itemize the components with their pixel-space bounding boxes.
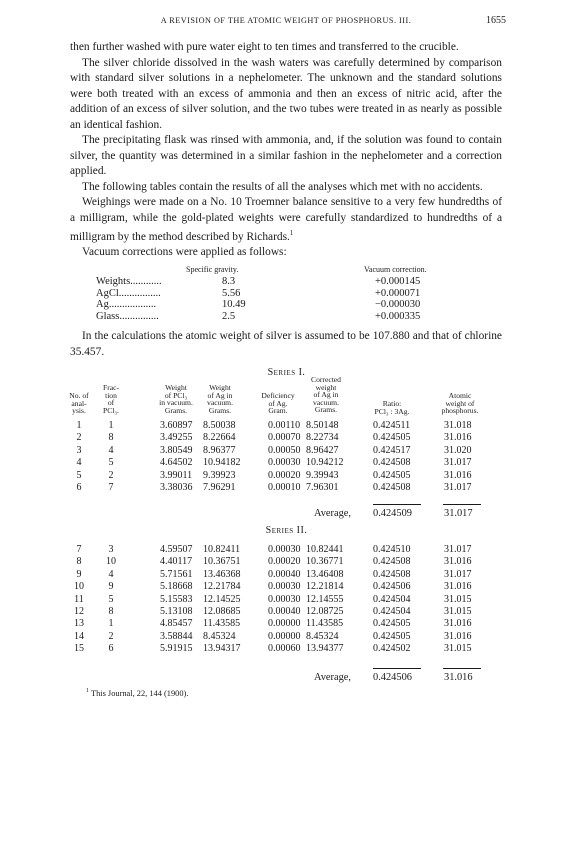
- header-line: vacuum.: [207, 398, 233, 408]
- weight-ag: 11.43585: [203, 618, 241, 630]
- weight-ag: 7.96291: [203, 481, 236, 493]
- atomic-sum-rule: [443, 504, 481, 505]
- table-row: [70, 432, 502, 444]
- header-line: Atomic: [448, 391, 472, 400]
- body-text: [70, 40, 502, 261]
- header-line: of Ag in: [313, 390, 339, 400]
- table-row: [70, 482, 502, 494]
- header-line: vacuum.: [313, 397, 339, 407]
- substance-label: AgCl: [96, 287, 119, 299]
- analysis-number: 9: [76, 568, 82, 580]
- deficiency-ag: 0.00000: [268, 630, 301, 642]
- corrected-weight-ag: 8.50148: [306, 420, 339, 431]
- substance-name: [96, 288, 161, 299]
- ratio-value: 0.424505: [373, 469, 411, 481]
- table-row: [70, 606, 502, 618]
- header-line: of Ag.: [268, 398, 288, 408]
- corrected-weight-ag: 13.94377: [306, 643, 344, 655]
- atomic-weight: 31.016: [444, 432, 472, 444]
- deficiency-ag: 0.00040: [268, 605, 301, 617]
- fraction-number: 4: [108, 444, 114, 456]
- average-atomic-weight: 31.016: [444, 672, 473, 683]
- col-header-fraction: [96, 384, 126, 414]
- fraction-number: 8: [108, 605, 114, 617]
- corrected-weight-ag: 12.08725: [306, 605, 344, 617]
- atomic-weight: 31.016: [444, 581, 472, 593]
- page-number: 1655: [486, 15, 506, 26]
- fraction-number: 3: [108, 544, 114, 555]
- paragraph: [70, 195, 502, 245]
- ratio-sum-rule: [373, 668, 421, 669]
- ratio-value: 0.424517: [373, 444, 411, 456]
- footnote-text: This Journal, 22, 144 (1900).: [90, 688, 189, 698]
- atomic-weight: 31.017: [444, 568, 472, 580]
- table-row: [70, 643, 502, 655]
- vacuum-correction: +0.000335: [375, 310, 421, 322]
- header-line: of Ag in: [207, 390, 233, 400]
- vacuum-row: [96, 311, 496, 323]
- series-1-title: Series I.: [267, 367, 306, 378]
- footnote-reference: 1: [289, 230, 294, 237]
- weight-ag: 12.14525: [203, 593, 241, 605]
- fraction-number: 7: [108, 481, 114, 493]
- paragraph: then further washed with pure water eight to ten times and transferred to the crucible.: [70, 41, 459, 53]
- corrected-weight-ag: 8.45324: [306, 630, 339, 642]
- weight-ag: 12.08685: [203, 605, 241, 617]
- weight-pcl3: 5.15583: [160, 593, 193, 605]
- deficiency-ag: 0.00020: [268, 556, 301, 568]
- series-2-title: Series II.: [265, 525, 308, 536]
- atomic-weight: 31.017: [444, 481, 472, 493]
- fraction-number: 2: [108, 469, 114, 481]
- ratio-value: 0.424505: [373, 432, 411, 444]
- analysis-number: 1: [76, 420, 82, 431]
- ratio-value: 0.424506: [373, 581, 411, 593]
- weight-ag: 13.46368: [203, 568, 241, 580]
- header-line: Ratio:: [382, 399, 402, 408]
- fraction-number: 6: [108, 643, 114, 655]
- analysis-number: 4: [76, 457, 82, 469]
- analysis-number: 14: [74, 630, 84, 642]
- table-row: [70, 594, 502, 606]
- analysis-number: 8: [76, 556, 82, 568]
- weight-ag: 13.94317: [203, 643, 241, 655]
- header-line: PCl₃ : 3Ag.: [374, 406, 410, 416]
- weight-pcl3: 3.99011: [160, 469, 193, 481]
- col-header-ratio: [366, 400, 418, 415]
- header-line: tion: [105, 390, 117, 400]
- fraction-number: 10: [106, 556, 116, 568]
- header-line: Grams.: [208, 405, 232, 415]
- specific-gravity: 8.3: [222, 276, 236, 287]
- deficiency-ag: 0.00040: [268, 568, 301, 580]
- weight-ag: 8.22664: [203, 432, 236, 444]
- substance-name: [96, 276, 162, 287]
- corrected-weight-ag: 10.94212: [306, 457, 344, 469]
- deficiency-ag: 0.00020: [268, 469, 301, 481]
- table-row: [70, 544, 502, 556]
- paragraph: In the calculations the atomic weight of silver is assumed to be 107.880 and that of chlorine 35.457.: [70, 330, 502, 358]
- series-2-average: [70, 672, 502, 685]
- deficiency-ag: 0.00110: [268, 420, 301, 431]
- average-label: Average,: [314, 672, 352, 683]
- fraction-number: 1: [108, 618, 114, 630]
- weight-pcl3: 5.91915: [160, 643, 193, 655]
- weight-ag: 8.96377: [203, 444, 236, 456]
- weight-ag: 10.94182: [203, 457, 241, 469]
- substance-name: [96, 299, 156, 310]
- vacuum-correction-header: Vacuum correction.: [364, 265, 427, 274]
- fraction-number: 2: [108, 630, 114, 642]
- running-title: A REVISION OF THE ATOMIC WEIGHT OF PHOSPHORUS. III.: [160, 16, 412, 25]
- fraction-number: 8: [108, 432, 114, 444]
- col-header-weight-pcl3: [152, 384, 200, 414]
- header-line: weight: [315, 382, 337, 392]
- ratio-value: 0.424508: [373, 568, 411, 580]
- weight-pcl3: 4.64502: [160, 457, 193, 469]
- header-line: No. of: [69, 391, 89, 400]
- weight-ag: 9.39923: [203, 469, 236, 481]
- vacuum-table-header: [96, 265, 496, 276]
- atomic-weight: 31.017: [444, 544, 472, 555]
- col-header-weight-ag: [198, 384, 242, 414]
- analysis-number: 12: [74, 605, 84, 617]
- table-row: [70, 618, 502, 630]
- ratio-value: 0.424508: [373, 481, 411, 493]
- weight-pcl3: 3.60897: [160, 420, 193, 431]
- paragraph: The silver chloride dissolved in the wash waters was carefully determined by comparison with standard silver solutions in a nephelometer. The unknown and the standard solutions were both treated with an excess of ammonia and then an excess of nitric acid, after the addition of an excess of silver solution, and the two tubes were treated in as nearly as possible an identical fashion.: [70, 56, 502, 131]
- vacuum-row: [96, 299, 496, 311]
- analysis-number: 11: [74, 593, 84, 605]
- deficiency-ag: 0.00030: [268, 544, 301, 555]
- weight-pcl3: 4.59507: [160, 544, 193, 555]
- corrected-weight-ag: 9.39943: [306, 469, 339, 481]
- header-line: Grams.: [164, 405, 188, 415]
- deficiency-ag: 0.00030: [268, 581, 301, 593]
- analysis-number: 2: [76, 432, 82, 444]
- col-header-corrected-weight: [302, 376, 350, 414]
- table-row: [70, 445, 502, 457]
- corrected-weight-ag: 12.21814: [306, 581, 344, 593]
- silver-paragraph-block: [70, 329, 502, 360]
- atomic-weight: 31.020: [444, 444, 472, 456]
- vacuum-correction: +0.000145: [375, 276, 421, 287]
- header-line: of: [107, 398, 115, 408]
- running-header: [70, 15, 506, 26]
- weight-ag: 8.50038: [203, 420, 236, 431]
- header-line: anal-: [71, 398, 87, 408]
- col-header-deficiency: [254, 392, 302, 415]
- atomic-weight: 31.016: [444, 469, 472, 481]
- header-line: PCl₃.: [103, 405, 119, 415]
- atomic-weight: 31.016: [444, 630, 472, 642]
- corrected-weight-ag: 11.43585: [306, 618, 344, 630]
- paragraph: The precipitating flask was rinsed with ammonia, and, if the solution was found to contain silver, the quantity was determined in a similar fashion in the nephelometer and a correction applied.: [70, 134, 502, 177]
- weight-ag: 10.82411: [203, 544, 241, 555]
- header-line: Weight: [209, 383, 231, 392]
- column-headers: [69, 375, 502, 420]
- table-row: [70, 631, 502, 643]
- weight-ag: 8.45324: [203, 630, 236, 642]
- series-1-average: [70, 508, 502, 521]
- ratio-sum-rule: [373, 504, 421, 505]
- col-header-analysis-no: [66, 392, 92, 415]
- specific-gravity-header: Specific gravity.: [186, 265, 239, 274]
- corrected-weight-ag: 10.36771: [306, 556, 344, 568]
- analysis-number: 3: [76, 444, 82, 456]
- ratio-value: 0.424508: [373, 457, 411, 469]
- header-line: phosphorus.: [441, 406, 479, 416]
- average-label: Average,: [314, 508, 352, 519]
- atomic-weight: 31.015: [444, 593, 472, 605]
- header-line: weight of: [445, 398, 475, 408]
- fraction-number: 5: [108, 457, 114, 469]
- weight-pcl3: 4.85457: [160, 618, 193, 630]
- table-row: [70, 581, 502, 593]
- deficiency-ag: 0.00070: [268, 432, 301, 444]
- fraction-number: 4: [108, 568, 114, 580]
- vacuum-correction-table: [96, 265, 496, 322]
- table-row: [70, 470, 502, 482]
- header-line: Deficiency: [261, 391, 295, 400]
- header-line: of PCl₃: [164, 390, 188, 400]
- average-atomic-weight: 31.017: [444, 508, 473, 519]
- deficiency-ag: 0.00050: [268, 444, 301, 456]
- leader-dots: ................: [118, 287, 161, 299]
- fraction-number: 1: [108, 420, 114, 431]
- header-line: in vacuum.: [159, 398, 193, 408]
- table-row: [70, 420, 502, 432]
- vacuum-correction: +0.000071: [375, 287, 421, 299]
- ratio-value: 0.424504: [373, 593, 411, 605]
- average-ratio: 0.424506: [373, 672, 412, 683]
- paragraph: Vacuum corrections were applied as follows:: [82, 246, 287, 259]
- weight-ag: 12.21784: [203, 581, 241, 593]
- weight-pcl3: 3.38036: [160, 481, 193, 493]
- corrected-weight-ag: 12.14555: [306, 593, 344, 605]
- corrected-weight-ag: 7.96301: [306, 481, 339, 493]
- col-header-atomic-weight: [436, 392, 484, 415]
- leader-dots: ...............: [119, 310, 159, 322]
- vacuum-row: [96, 288, 496, 300]
- fraction-number: 9: [108, 581, 114, 593]
- series-2-table: [70, 544, 502, 656]
- specific-gravity: 5.56: [222, 287, 241, 299]
- header-line: Corrected: [311, 375, 341, 384]
- deficiency-ag: 0.00030: [268, 457, 301, 469]
- ratio-value: 0.424510: [373, 544, 411, 555]
- table-row: [70, 569, 502, 581]
- paragraph: The following tables contain the results of all the analyses which met with no accidents.: [82, 180, 483, 193]
- specific-gravity: 10.49: [222, 299, 246, 311]
- atomic-weight: 31.016: [444, 556, 472, 568]
- ratio-value: 0.424502: [373, 643, 411, 655]
- substance-label: Glass: [96, 310, 120, 322]
- ratio-value: 0.424508: [373, 556, 411, 568]
- corrected-weight-ag: 8.22734: [306, 432, 339, 444]
- weight-pcl3: 4.40117: [160, 556, 193, 568]
- vacuum-row: [96, 276, 496, 288]
- substance-name: [96, 311, 159, 322]
- weight-ag: 10.36751: [203, 556, 241, 568]
- ratio-value: 0.424511: [373, 420, 411, 431]
- deficiency-ag: 0.00060: [268, 643, 301, 655]
- atomic-weight: 31.015: [444, 605, 472, 617]
- header-line: Frac-: [102, 383, 120, 392]
- corrected-weight-ag: 8.96427: [306, 444, 339, 456]
- series-1-table: [70, 420, 502, 494]
- weight-pcl3: 3.49255: [160, 432, 193, 444]
- table-row: [70, 556, 502, 568]
- weight-pcl3: 3.80549: [160, 444, 193, 456]
- weight-pcl3: 5.13108: [160, 605, 193, 617]
- footnote-mark: 1: [86, 688, 89, 694]
- vacuum-table-rows: [96, 276, 496, 322]
- paragraph-text: Weighings were made on a No. 10 Troemner balance sensitive to a very few hundredths of a milligram, while the gold-plated weights were carefully standardized to hundredths of a milligram by the method described by Richards.: [70, 196, 502, 243]
- analysis-number: 6: [76, 481, 82, 493]
- analysis-number: 5: [76, 469, 82, 481]
- header-line: Grams.: [314, 405, 338, 415]
- header-line: Weight: [165, 383, 187, 392]
- table-row: [70, 457, 502, 469]
- weight-pcl3: 3.58844: [160, 630, 193, 642]
- average-ratio: 0.424509: [373, 508, 412, 519]
- ratio-value: 0.424505: [373, 618, 411, 630]
- analysis-number: 10: [74, 581, 84, 593]
- fraction-number: 5: [108, 593, 114, 605]
- substance-label: Ag: [96, 299, 109, 311]
- deficiency-ag: 0.00000: [268, 618, 301, 630]
- analysis-number: 7: [76, 544, 82, 555]
- substance-label: Weights: [96, 276, 131, 287]
- atomic-weight: 31.015: [444, 643, 472, 655]
- atomic-weight: 31.017: [444, 457, 472, 469]
- weight-pcl3: 5.71561: [160, 568, 193, 580]
- leader-dots: ..................: [108, 299, 157, 311]
- deficiency-ag: 0.00010: [268, 481, 301, 493]
- ratio-value: 0.424504: [373, 605, 411, 617]
- corrected-weight-ag: 13.46408: [306, 568, 344, 580]
- ratio-value: 0.424505: [373, 630, 411, 642]
- footnote: [86, 688, 188, 698]
- atomic-weight: 31.018: [444, 420, 472, 431]
- atomic-weight: 31.016: [444, 618, 472, 630]
- header-line: Gram.: [268, 406, 288, 416]
- leader-dots: ............: [130, 276, 162, 287]
- analysis-number: 13: [74, 618, 84, 630]
- deficiency-ag: 0.00030: [268, 593, 301, 605]
- specific-gravity: 2.5: [222, 310, 236, 322]
- vacuum-correction: −0.000030: [375, 299, 421, 311]
- header-line: ysis.: [72, 406, 86, 416]
- weight-pcl3: 5.18668: [160, 581, 193, 593]
- atomic-sum-rule: [443, 668, 481, 669]
- analysis-number: 15: [74, 643, 84, 655]
- corrected-weight-ag: 10.82441: [306, 544, 344, 555]
